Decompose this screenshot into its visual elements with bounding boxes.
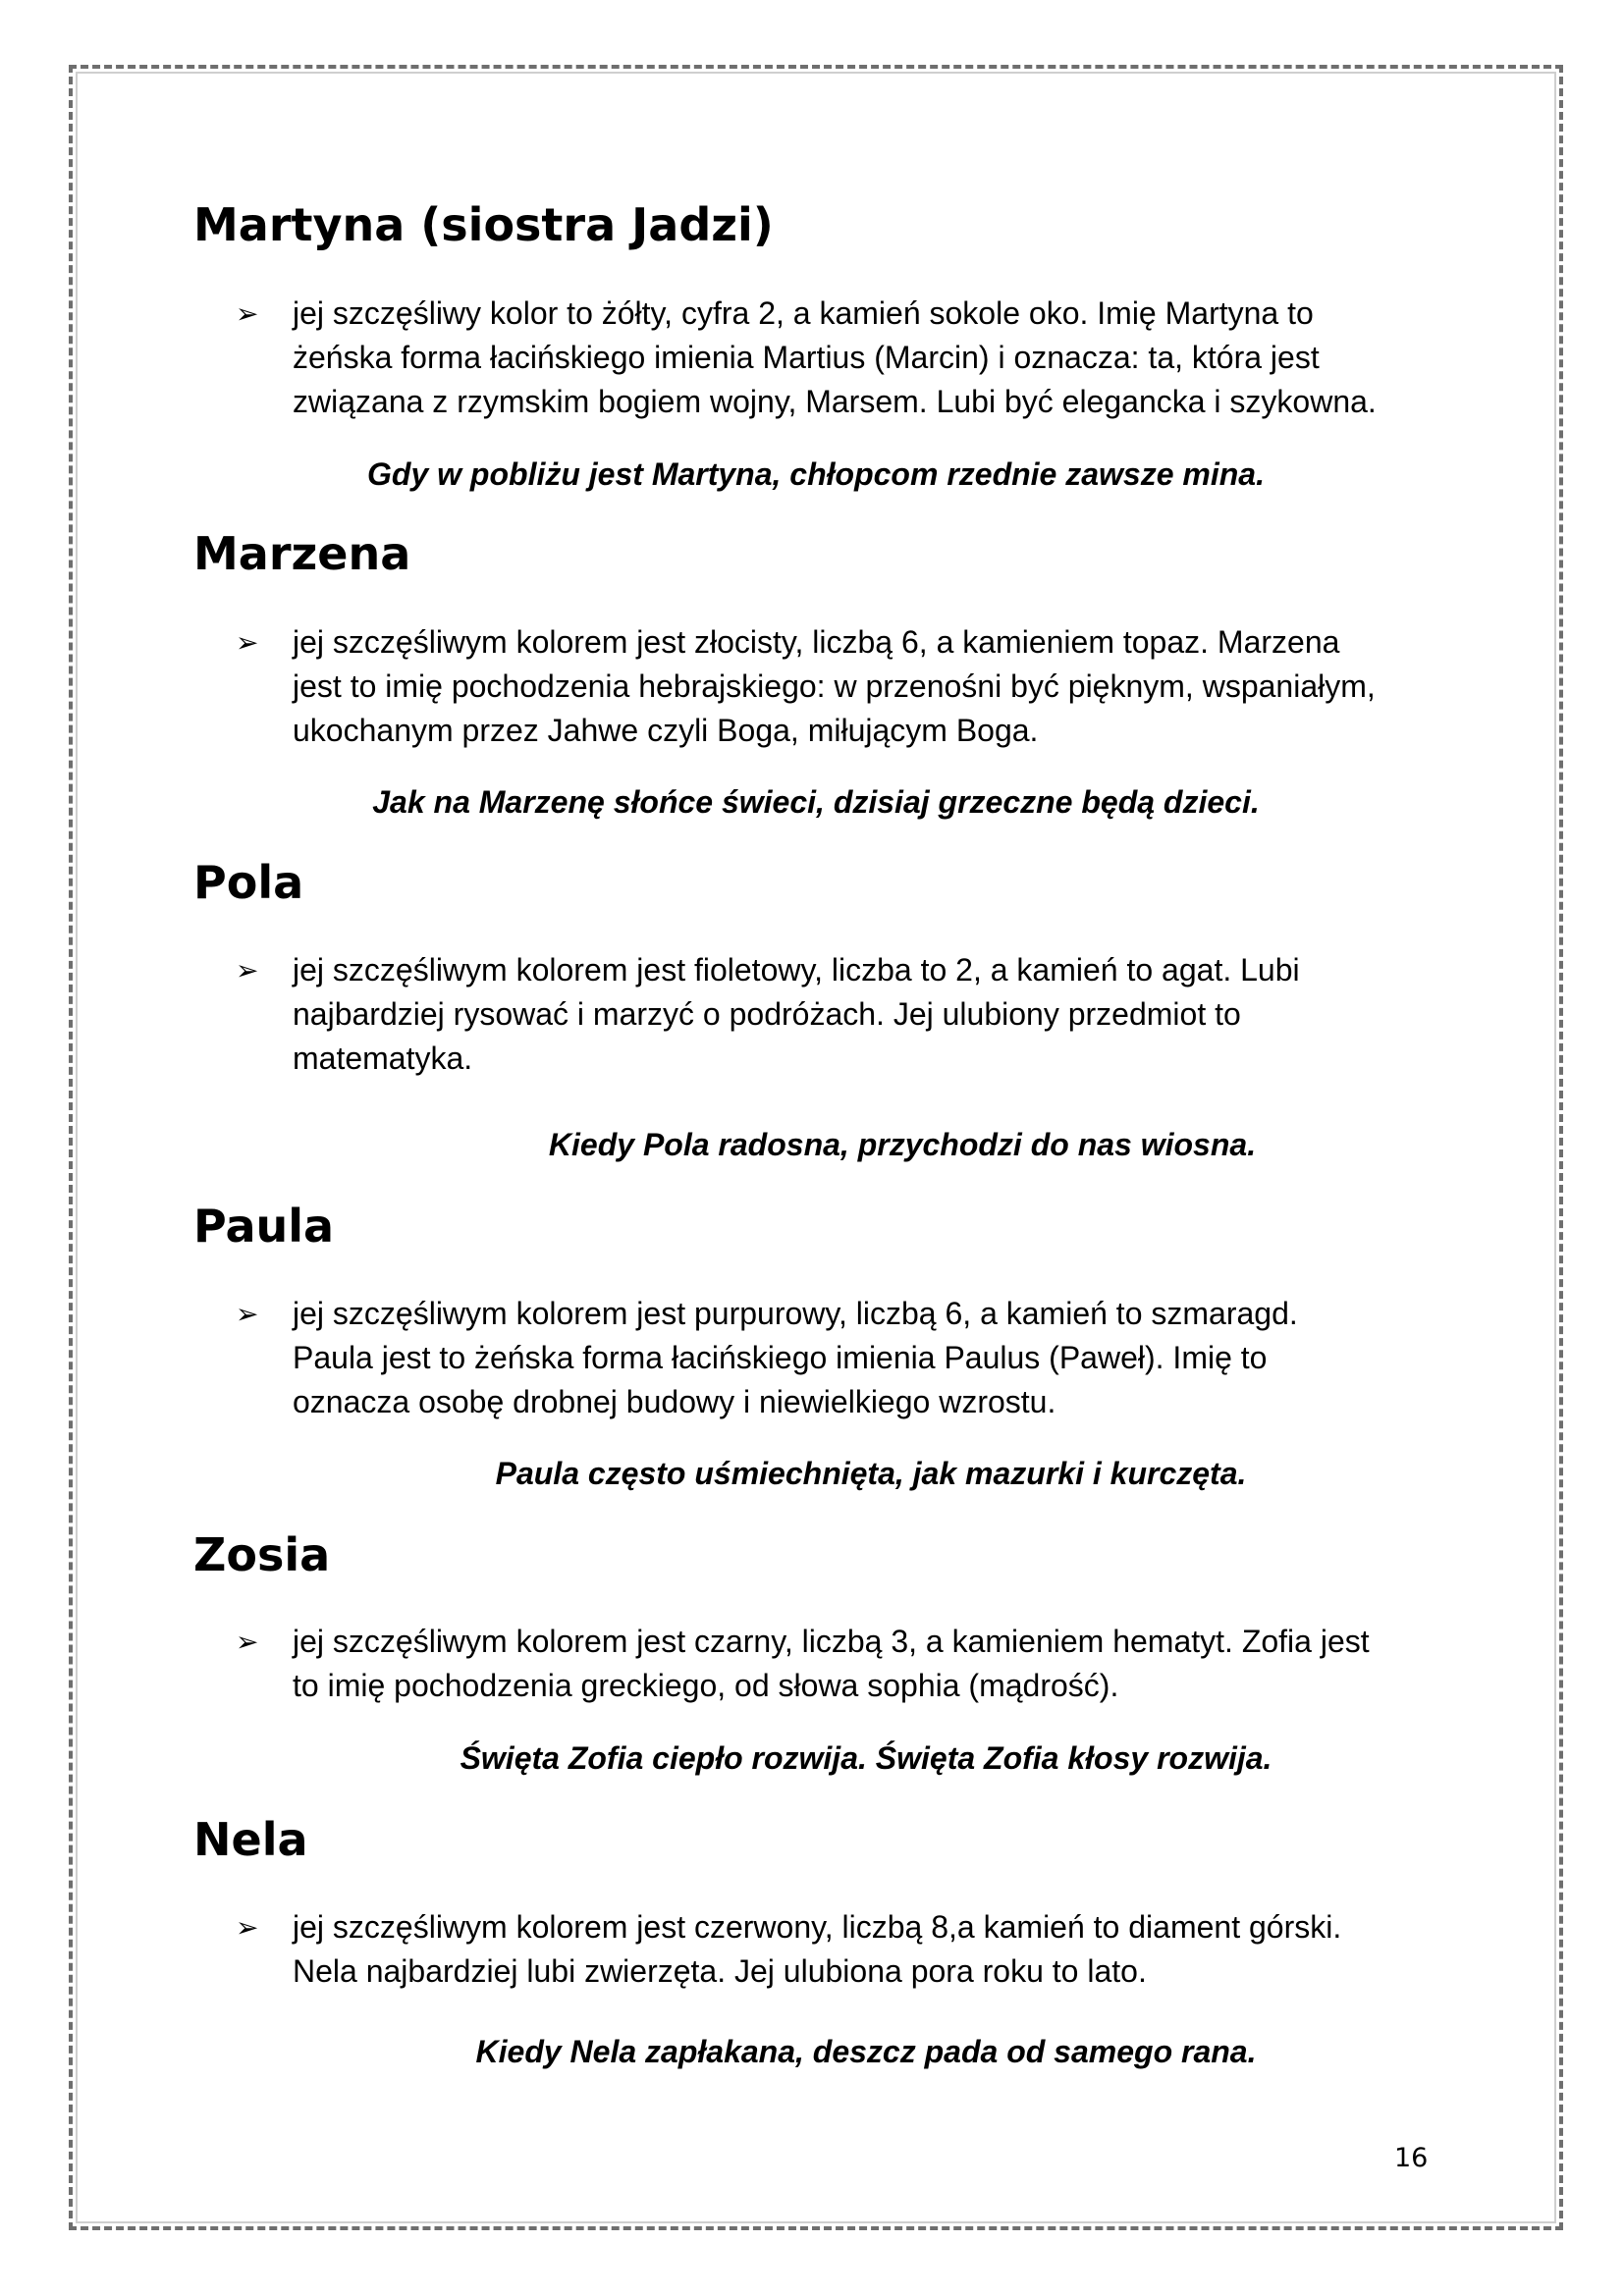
section-description: jej szczęśliwym kolorem jest czerwony, liczbą 8,a kamień to diament górski. Nela najbardziej lubi zwierzęta. Jej ulubiona pora roku to lato. bbox=[293, 1909, 1342, 1989]
page-number: 16 bbox=[1394, 2143, 1429, 2173]
section-motto-pola: Kiedy Pola radosna, przychodzi do nas wiosna. bbox=[548, 1127, 1257, 1162]
section-motto-marzena: Jak na Marzenę słońce świeci, dzisiaj grzeczne będą dzieci. bbox=[372, 784, 1260, 820]
section-heading-pola: Pola bbox=[193, 856, 304, 909]
arrow-bullet-icon: ➢ bbox=[236, 954, 259, 987]
section-bullet-nela bbox=[236, 1905, 1473, 1994]
section-bullet-zosia bbox=[236, 1620, 1473, 1708]
arrow-bullet-icon: ➢ bbox=[236, 1911, 259, 1944]
section-motto-paula: Paula często uśmiechnięta, jak mazurki i kurczęta. bbox=[495, 1456, 1247, 1491]
section-bullet-marzena bbox=[236, 620, 1473, 753]
section-bullet-martyna bbox=[236, 292, 1473, 424]
section-bullet-pola bbox=[236, 948, 1473, 1081]
section-motto-nela: Kiedy Nela zapłakana, deszcz pada od samego rana. bbox=[475, 2034, 1257, 2069]
section-heading-nela: Nela bbox=[193, 1813, 308, 1866]
section-heading-paula: Paula bbox=[193, 1200, 335, 1253]
arrow-bullet-icon: ➢ bbox=[236, 1626, 259, 1658]
section-description: jej szczęśliwym kolorem jest purpurowy, liczbą 6, a kamień to szmaragd. Paula jest to żeńska forma łacińskiego imienia Paulus (Paweł). Imię to oznacza osobę drobnej budowy i niewielkiego wzrostu. bbox=[293, 1296, 1298, 1419]
section-heading-zosia: Zosia bbox=[193, 1528, 331, 1581]
arrow-bullet-icon: ➢ bbox=[236, 297, 259, 330]
section-description: jej szczęśliwym kolorem jest fioletowy, liczba to 2, a kamień to agat. Lubi najbardziej rysować i marzyć o podróżach. Jej ulubiony przedmiot to matematyka. bbox=[293, 952, 1300, 1076]
arrow-bullet-icon: ➢ bbox=[236, 1298, 259, 1330]
section-heading-marzena: Marzena bbox=[193, 527, 411, 580]
section-motto-zosia: Święta Zofia ciepło rozwija. Święta Zofia kłosy rozwija. bbox=[460, 1740, 1272, 1776]
section-heading-martyna: Martyna (siostra Jadzi) bbox=[193, 198, 774, 251]
section-motto-martyna: Gdy w pobliżu jest Martyna, chłopcom rzednie zawsze mina. bbox=[367, 456, 1265, 492]
section-description: jej szczęśliwym kolorem jest złocisty, liczbą 6, a kamieniem topaz. Marzena jest to imię pochodzenia hebrajskiego: w przenośni być pięknym, wspaniałym, ukochanym przez Jahwe czyli Boga, miłującym Boga. bbox=[293, 624, 1376, 748]
section-description: jej szczęśliwy kolor to żółty, cyfra 2, a kamień sokole oko. Imię Martyna to żeńska forma łacińskiego imienia Martius (Marcin) i oznacza: ta, która jest związana z rzymskim bogiem wojny, Marsem. Lubi być elegancka i szykowna. bbox=[293, 295, 1377, 419]
section-description: jej szczęśliwym kolorem jest czarny, liczbą 3, a kamieniem hematyt. Zofia jest to imię pochodzenia greckiego, od słowa sophia (mądrość). bbox=[293, 1624, 1370, 1703]
section-bullet-paula bbox=[236, 1292, 1473, 1424]
arrow-bullet-icon: ➢ bbox=[236, 626, 259, 659]
